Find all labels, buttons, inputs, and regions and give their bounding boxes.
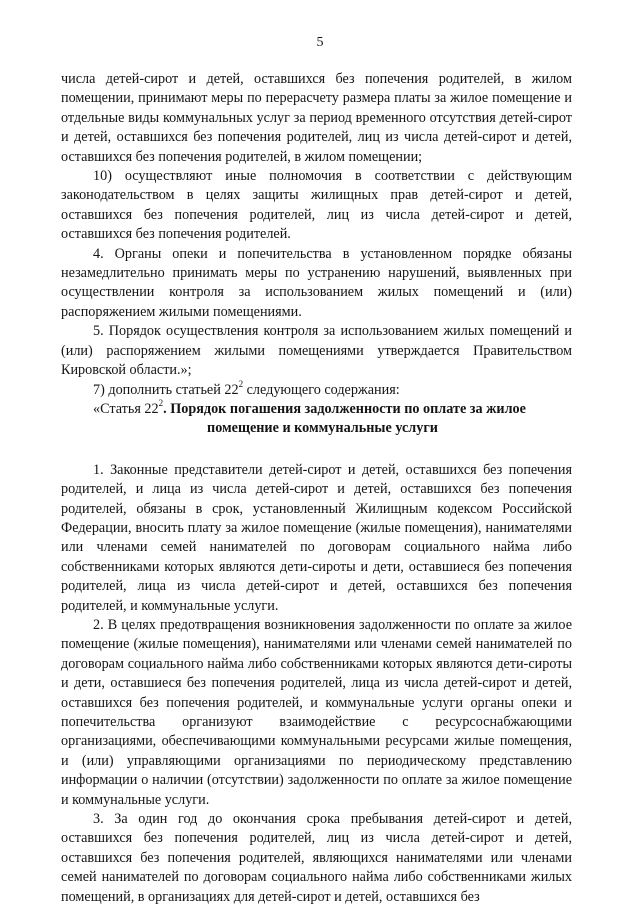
item-7-text-b: следующего содержания: <box>243 381 400 398</box>
item-7-superscript: 2 <box>238 378 244 389</box>
document-body <box>61 70 572 907</box>
paragraph-article-3: 3. За один год до окончания срока пребывания детей-сирот и детей, оставшихся без попечения родителей, лиц из числа детей-сирот и детей, оставшихся без попечения родителей, являющихся нанимателями или членами семей нанимателей по договорам социального найма либо собственниками жилых помещений, в организациях для детей-сирот и детей, оставшихся без <box>61 811 572 905</box>
page-number: 5 <box>316 35 324 50</box>
article-heading-superscript: 2 <box>158 398 164 409</box>
item-7-text-a: 7) дополнить статьей 22 <box>93 381 239 398</box>
paragraph-item-5: 5. Порядок осуществления контроля за использованием жилых помещений и (или) распоряжением жилыми помещениями утверждается Правительством Кировской области.»; <box>61 323 572 379</box>
article-heading <box>61 400 572 419</box>
spacer <box>61 439 572 461</box>
paragraph-article-2: 2. В целях предотвращения возникновения задолженности по оплате за жилое помещение (жилые помещения), нанимателями или членами семей нанимателей по договорам социального найма либо собственниками которых являются дети-сироты и дети, оставшиеся без попечения родителей, лица из числа детей-сирот и детей, оставшихся без попечения родителей, и коммунальные услуги органы опеки и попечительства организуют взаимодействие с ресурсоснабжающими организациями, обеспечивающими коммунальными ресурсами жилые помещения, и (или) управляющими организациями по периодическому представлению информации о наличии (отсутствии) задолженности по оплате за жилое помещение и коммунальные услуги. <box>61 616 572 808</box>
article-heading-title: . Порядок погашения задолженности по оплате за жилое <box>163 400 526 417</box>
article-heading-prefix: «Статья 22 <box>93 400 159 417</box>
paragraph-item-7 <box>61 378 572 400</box>
paragraph-item-10: 10) осуществляют иные полномочия в соответствии с действующим законодательством в целях защиты жилищных прав детей-сирот и детей, оставшихся без попечения родителей, лиц из числа детей-сирот и детей, оставшихся без попечения родителей. <box>61 168 572 243</box>
article-heading-title-line-2: помещение и коммунальные услуги <box>207 420 438 437</box>
paragraph-article-1: 1. Законные представители детей-сирот и детей, оставшихся без попечения родителей, и лица из числа детей-сирот и детей, оставшихся без попечения родителей, обязаны в срок, установленный Жилищным кодексом Российской Федерации, вносить плату за жилое помещение (жилые помещения), нанимателями или членами семей нанимателей по договорам социального найма либо собственниками которых являются дети-сироты и дети, оставшиеся без попечения родителей, лица из числа детей-сирот и детей, оставшихся без попечения родителей, и коммунальные услуги. <box>61 461 572 614</box>
paragraph-item-4: 4. Органы опеки и попечительства в установленном порядке обязаны незамедлительно принимать меры по устранению нарушений, выявленных при осуществлении контроля за использованием жилых помещений и (или) распоряжением жилыми помещениями. <box>61 245 572 320</box>
paragraph-intro: числа детей-сирот и детей, оставшихся без попечения родителей, в жилом помещении, принимают меры по перерасчету размера платы за жилое помещение и отдельные виды коммунальных услуг за период временного отсутствия детей-сирот и детей, оставшихся без попечения родителей, лиц из числа детей-сирот и детей, оставшихся без попечения родителей, в жилом помещении; <box>61 71 572 165</box>
